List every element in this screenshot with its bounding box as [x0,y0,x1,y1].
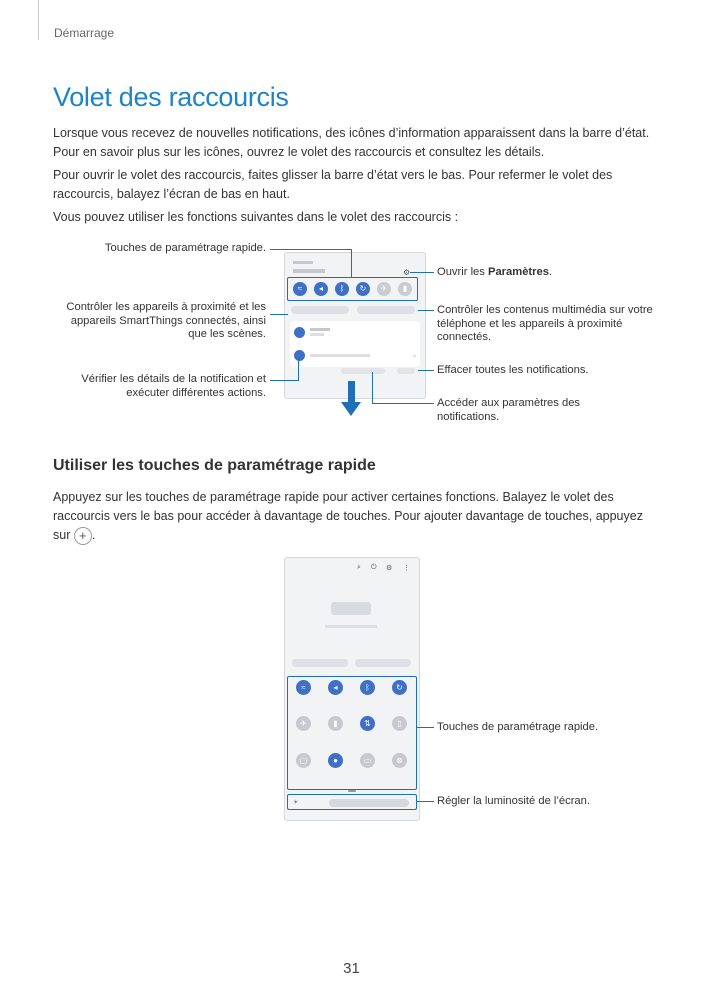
notification-app-icon [294,327,305,338]
page-number: 31 [343,960,360,977]
subsection-paragraph-text: Appuyez sur les touches de paramétrage rapide pour activer certaines fonctions. Balayez le volet des raccourcis vers le bas pour accéder à davantage de touches. Pour ajouter davantage de touches, appuyez sur [53,490,643,542]
quick-settings-highlight [287,277,418,301]
bluetooth-icon[interactable]: ᛒ [360,680,375,695]
callout-open-settings [437,266,657,280]
intro-paragraph-3: Vous pouvez utiliser les fonctions suivantes dans le volet des raccourcis : [53,210,459,224]
quick-settings-grid-highlight [287,676,417,790]
airplane-mode-icon[interactable]: ✈ [377,282,391,296]
notification-settings-pill[interactable] [341,368,385,374]
gear-icon[interactable]: ⚙ [386,565,393,572]
page-edge-line [38,0,39,40]
leader-quick-h [270,249,351,250]
wifi-icon[interactable]: ≈ [296,680,311,695]
swipe-down-arrow-shaft [348,381,355,403]
leader-notif-h [372,403,434,404]
subsection-paragraph [53,488,653,545]
date-text [293,269,325,273]
sound-icon[interactable]: ◂ [328,680,343,695]
callout-open-settings-prefix: Ouvrir les [437,266,488,278]
callout-open-settings-bold: Paramètres [487,266,549,278]
nearby-share-icon[interactable]: ⊗ [392,753,407,768]
leader-settings-h [410,272,434,273]
brightness-sun-icon: ☀ [293,800,299,806]
sound-icon[interactable]: ◂ [314,282,328,296]
settings-gear-icon[interactable]: ⚙ [403,268,411,277]
callout-nearby-devices: Contrôler les appareils à proximité et les appareils SmartThings connectés, ainsi que les scènes. [66,301,266,340]
notification-card[interactable] [290,321,420,367]
leader-clear-h [418,370,434,371]
notification-title-line [310,328,330,331]
link-to-windows-icon[interactable]: ▭ [360,753,375,768]
clear-all-pill[interactable] [397,368,415,374]
notification-text-line [310,354,370,357]
chevron-down-icon[interactable]: ⌄ [412,353,418,359]
media-output-pill[interactable] [355,659,411,667]
more-options-icon[interactable]: ⋮ [403,565,410,572]
leader-details-h [270,380,298,381]
leader-quick2-h [416,727,434,728]
leader-nearby-h [270,314,288,315]
page-indicator [348,790,356,792]
callout-media: Contrôler les contenus multimédia sur votre téléphone et les appareils à proximité connectés. [437,304,653,343]
subsection-paragraph-end: . [91,528,96,542]
device-control-pill[interactable] [291,306,349,314]
subsection-title: Utiliser les touches de paramétrage rapide [53,457,376,474]
brightness-highlight [287,794,417,810]
leader-quick-v [351,249,352,277]
leader-brightness-h [416,801,434,802]
intro-paragraph-2: Pour ouvrir le volet des raccourcis, faites glisser la barre d’état vers le bas. Pour refermer le volet des raccourcis, balayez l’écran de bas en haut. [53,168,613,201]
wifi-icon[interactable]: ≈ [293,282,307,296]
bluetooth-icon[interactable]: ᛒ [335,282,349,296]
phone-visibility-icon[interactable]: ▢ [296,753,311,768]
airplane-mode-icon[interactable]: ✈ [296,716,311,731]
auto-rotate-icon[interactable]: ↻ [356,282,370,296]
callout-clear: Effacer toutes les notifications. [437,364,589,376]
callout-notification-details: Vérifier les détails de la notification et exécuter différentes actions. [81,373,266,399]
page-title: Volet des raccourcis [53,82,289,112]
date-display [325,625,377,628]
callout-quick-settings-2: Touches de paramétrage rapide. [437,721,599,733]
battery-saver-icon[interactable]: ▯ [392,716,407,731]
mobile-data-icon[interactable]: ⇅ [360,716,375,731]
callout-brightness: Régler la luminosité de l’écran. [437,795,590,807]
notification-app-icon-2 [294,350,305,361]
flashlight-icon[interactable]: ▮ [398,282,412,296]
callout-quick-settings: Touches de paramétrage rapide. [104,242,266,254]
swipe-down-arrow-icon [341,402,361,416]
callout-notification-settings: Accéder aux paramètres des notifications. [437,397,581,423]
callout-open-settings-suffix: . [548,266,553,278]
add-plus-icon: + [74,527,92,545]
status-time [293,261,313,264]
search-icon[interactable]: ⌕ [357,564,361,571]
leader-media-h [418,310,434,311]
auto-rotate-icon[interactable]: ↻ [392,680,407,695]
notification-subtitle-line [310,333,324,336]
flashlight-icon[interactable]: ▮ [328,716,343,731]
intro-paragraph-1: Lorsque vous recevez de nouvelles notifications, des icônes d’information apparaissent dans la barre d’état. Pour en savoir plus sur les icônes, ouvrez le volet des raccourcis et consultez les détails. [53,126,650,159]
power-icon[interactable]: ⏻ [371,564,377,571]
section-label: Démarrage [54,26,115,40]
leader-details-v [298,358,299,381]
device-control-pill[interactable] [292,659,348,667]
location-icon[interactable]: ● [328,753,343,768]
clock-display [331,602,371,615]
media-output-pill[interactable] [357,306,415,314]
leader-notif-v [372,372,373,404]
phone-screen-panel [284,252,426,399]
